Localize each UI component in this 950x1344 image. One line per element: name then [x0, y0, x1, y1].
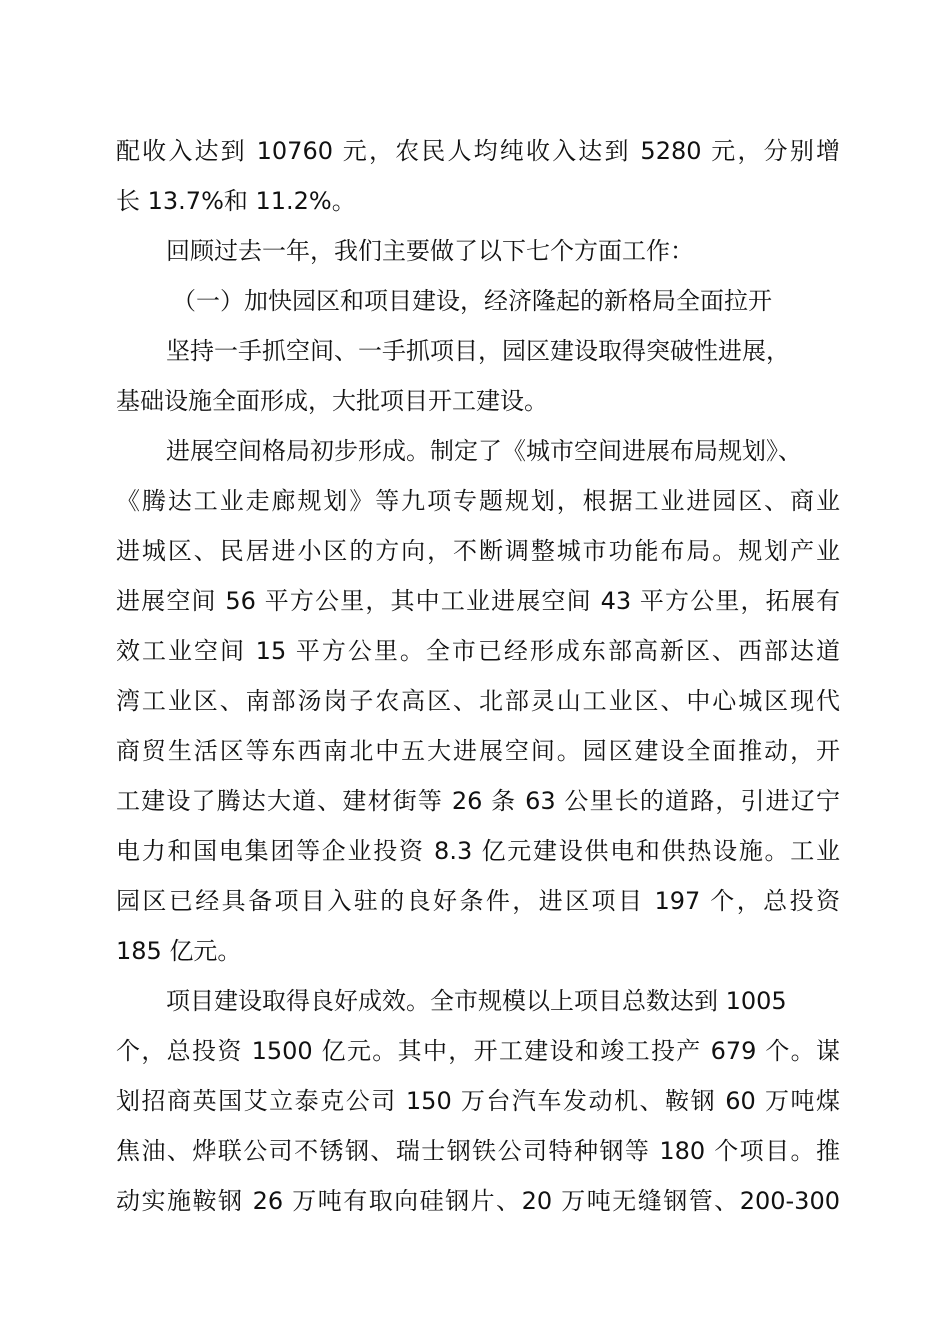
paragraph-line: 焦油、烨联公司不锈钢、瑞士钢铁公司特种钢等 180 个项目。推 [116, 1137, 840, 1165]
paragraph-line: 回顾过去一年，我们主要做了以下七个方面工作： [166, 237, 694, 265]
paragraph-line: 电力和国电集团等企业投资 8.3 亿元建设供电和供热设施。工业 [116, 837, 840, 865]
paragraph-line: 项目建设取得良好成效。全市规模以上项目总数达到 1005 [166, 987, 787, 1015]
paragraph-line: 工建设了腾达大道、建材街等 26 条 63 公里长的道路，引进辽宁 [116, 787, 840, 815]
paragraph-line: 进展空间格局初步形成。制定了《城市空间进展布局规划》、 [166, 437, 802, 465]
paragraph-line: 《腾达工业走廊规划》等九项专题规划，根据工业进园区、商业 [116, 487, 840, 515]
paragraph-line: 配收入达到 10760 元，农民人均纯收入达到 5280 元，分别增 [116, 137, 840, 165]
paragraph-line: 长 13.7%和 11.2%。 [116, 187, 356, 215]
paragraph-line: 园区已经具备项目入驻的良好条件，进区项目 197 个，总投资 [116, 887, 840, 915]
paragraph-line: 进城区、民居进小区的方向，不断调整城市功能布局。规划产业 [116, 537, 840, 565]
paragraph-line: 动实施鞍钢 26 万吨有取向硅钢片、20 万吨无缝钢管、200-300 [116, 1187, 840, 1215]
paragraph-line: 基础设施全面形成，大批项目开工建设。 [116, 387, 548, 415]
paragraph-line: 划招商英国艾立泰克公司 150 万台汽车发动机、鞍钢 60 万吨煤 [116, 1087, 840, 1115]
section-heading: （一）加快园区和项目建设，经济隆起的新格局全面拉开 [172, 287, 772, 315]
document-body [116, 126, 840, 1226]
paragraph-line: 坚持一手抓空间、一手抓项目，园区建设取得突破性进展， [166, 337, 790, 365]
paragraph-line: 湾工业区、南部汤岗子农高区、北部灵山工业区、中心城区现代 [116, 687, 840, 715]
paragraph-line: 效工业空间 15 平方公里。全市已经形成东部高新区、西部达道 [116, 637, 840, 665]
paragraph-line: 商贸生活区等东西南北中五大进展空间。园区建设全面推动，开 [116, 737, 840, 765]
paragraph-line: 185 亿元。 [116, 937, 242, 965]
paragraph-line: 进展空间 56 平方公里，其中工业进展空间 43 平方公里，拓展有 [116, 587, 840, 615]
paragraph-line: 个，总投资 1500 亿元。其中，开工建设和竣工投产 679 个。谋 [116, 1037, 840, 1065]
